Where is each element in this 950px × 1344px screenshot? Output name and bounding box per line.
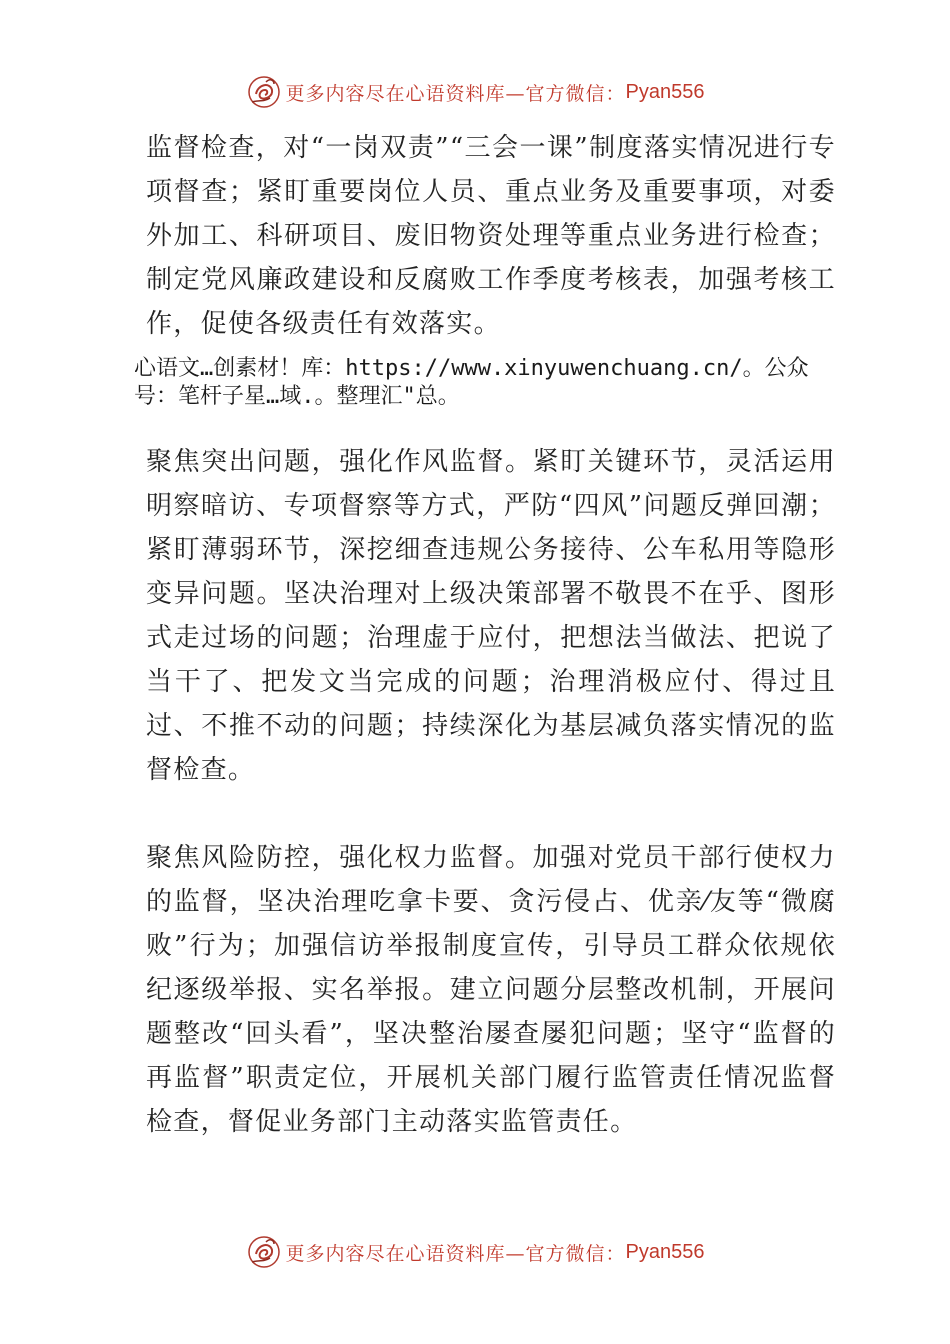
footer-banner xyxy=(0,1232,950,1272)
header-banner xyxy=(0,72,950,112)
rose-logo-icon xyxy=(246,1234,282,1270)
header-wechat-id: Pyan556 xyxy=(625,80,705,103)
paragraph-2: 聚焦突出问题，强化作风监督。紧盯关键环节，灵活运用明察暗访、专项督察等方式，严防“四风”问题反弹回潮；紧盯薄弱环节，深挖细查违规公务接待、公车私用等隐形变异问题。坚决治理对上级决策部署不敬畏不在乎、图形式走过场的问题；治理虚于应付，把想法当做法、把说了当干了、把发文当完成的问题；治理消极应付、得过且过、不推不动的问题；持续深化为基层减负落实情况的监督检查。 xyxy=(146,447,836,785)
rose-logo-icon xyxy=(246,74,282,110)
footer-banner-text: 更多内容尽在心语资料库—官方微信： xyxy=(285,1242,626,1265)
watermark-note: 心语文…创素材！库：https://www.xinyuwenchuang.cn/。公众号：笔杆子星…域.。整理汇"总。 xyxy=(134,356,809,409)
header-banner-text: 更多内容尽在心语资料库—官方微信： xyxy=(285,82,626,105)
paragraph-1: 监督检查，对“一岗双责”“三会一课”制度落实情况进行专项督查；紧盯重要岗位人员、重点业务及重要事项，对委外加工、科研项目、废旧物资处理等重点业务进行检查；制定党风廉政建设和反腐败工作季度考核表，加强考核工作，促使各级责任有效落实。 xyxy=(146,133,836,339)
paragraph-3: 聚焦风险防控，强化权力监督。加强对党员干部行使权力的监督，坚决治理吃拿卡要、贪污侵占、优亲⁄友等“微腐败”行为；加强信访举报制度宣传，引导员工群众依规依纪逐级举报、实名举报。建立问题分层整改机制，开展问题整改“回头看”，坚决整治屡查屡犯问题；坚守“监督的再监督”职责定位，开展机关部门履行监管责任情况监督检查，督促业务部门主动落实监管责任。 xyxy=(146,843,836,1137)
footer-wechat-id: Pyan556 xyxy=(625,1240,705,1263)
